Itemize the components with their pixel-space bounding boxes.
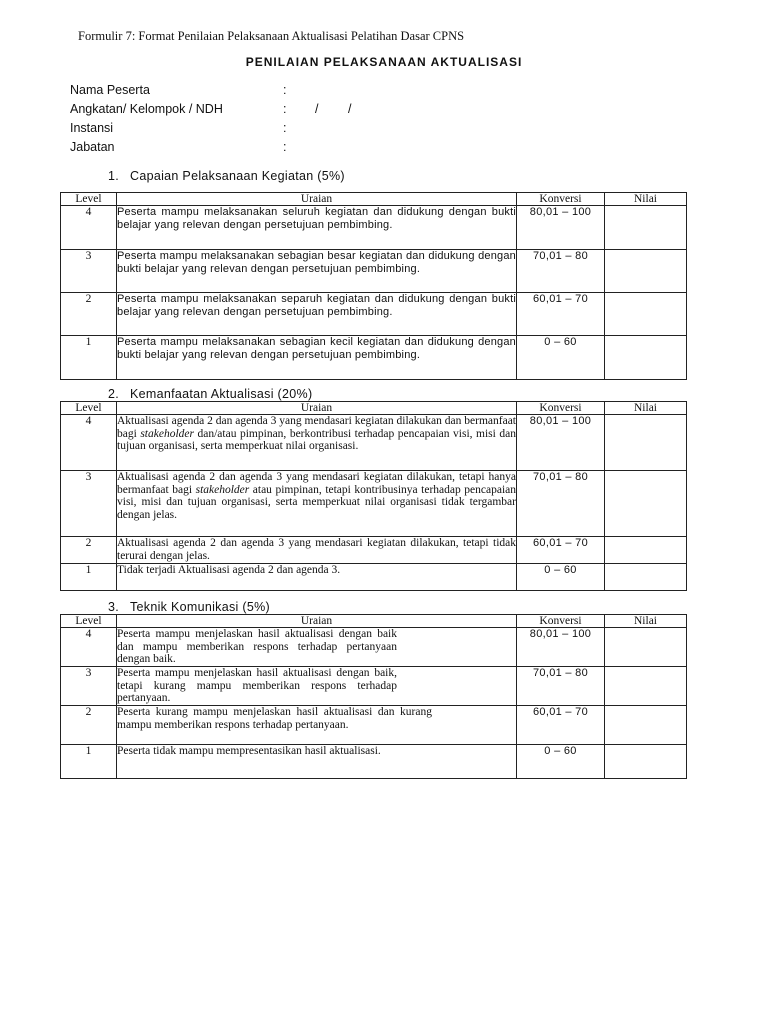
- uraian-cell: [117, 415, 517, 471]
- konversi-cell: 0 – 60: [517, 745, 605, 779]
- field-label-jabatan: Jabatan: [70, 140, 115, 154]
- konversi-cell: 70,01 – 80: [517, 250, 605, 293]
- table-row: [61, 206, 687, 250]
- section-title-capaian: [108, 169, 345, 183]
- uraian-cell: [117, 206, 517, 250]
- konversi-cell: 80,01 – 100: [517, 628, 605, 667]
- nilai-cell[interactable]: [605, 628, 687, 667]
- uraian-cell: [117, 336, 517, 380]
- uraian-text: Peserta tidak mampu mempresentasikan hasil aktualisasi.: [117, 745, 381, 757]
- level-cell: 2: [61, 537, 117, 564]
- level-cell: 2: [61, 293, 117, 336]
- form-header: Formulir 7: Format Penilaian Pelaksanaan Aktualisasi Pelatihan Dasar CPNS: [78, 29, 465, 43]
- level-cell: 2: [61, 706, 117, 745]
- italic-term: stakeholder: [195, 483, 250, 496]
- konversi-cell: 70,01 – 80: [517, 471, 605, 537]
- section-title-text: Teknik Komunikasi (5%): [130, 600, 270, 614]
- italic-term: stakeholder: [140, 427, 194, 440]
- level-cell: 1: [61, 745, 117, 779]
- nilai-cell[interactable]: [605, 745, 687, 779]
- uraian-text: Peserta mampu menjelaskan hasil aktualisasi dengan baik dan mampu memberikan respons terhadap pertanyaan dengan baik.: [117, 628, 397, 665]
- uraian-cell: [117, 537, 517, 564]
- field-colon: :: [283, 83, 287, 97]
- section-title-teknik-komunikasi: [108, 600, 270, 614]
- konversi-cell: 70,01 – 80: [517, 667, 605, 706]
- uraian-text: Peserta mampu melaksanakan seluruh kegiatan dan didukung dengan bukti belajar yang relevan dengan persetujuan pembimbing.: [117, 206, 516, 231]
- section-title-text: Kemanfaatan Aktualisasi (20%): [130, 387, 313, 401]
- uraian-cell: [117, 564, 517, 591]
- column-header-nilai: Nilai: [605, 193, 687, 206]
- level-cell: 4: [61, 415, 117, 471]
- uraian-cell: [117, 745, 517, 779]
- nilai-cell[interactable]: [605, 336, 687, 380]
- column-header-uraian: Uraian: [117, 402, 517, 415]
- table-row: [61, 336, 687, 380]
- column-header-level: Level: [61, 615, 117, 628]
- document-title: PENILAIAN PELAKSANAAN AKTUALISASI: [245, 55, 523, 69]
- column-header-nilai: Nilai: [605, 615, 687, 628]
- nilai-cell[interactable]: [605, 415, 687, 471]
- uraian-text: Aktualisasi agenda 2 dan agenda 3 yang mendasari kegiatan dilakukan, tetapi tidak terurai dengan jelas.: [117, 537, 516, 562]
- column-header-uraian: Uraian: [117, 193, 517, 206]
- column-header-konversi: Konversi: [517, 402, 605, 415]
- nilai-cell[interactable]: [605, 706, 687, 745]
- nilai-cell[interactable]: [605, 537, 687, 564]
- level-cell: 1: [61, 564, 117, 591]
- uraian-cell: [117, 293, 517, 336]
- level-cell: 4: [61, 628, 117, 667]
- nilai-cell[interactable]: [605, 293, 687, 336]
- uraian-text: Peserta mampu melaksanakan separuh kegiatan dan didukung dengan bukti belajar yang relevan dengan persetujuan pembimbing.: [117, 293, 516, 318]
- field-colon: :: [283, 121, 287, 135]
- uraian-text: Aktualisasi agenda 2 dan agenda 3 yang mendasari kegiatan dilakukan, tetapi hanya bermanfaat bagi stakeholder atau pimpinan, tetapi kontribusinya terhadap pencapaian visi, misi dan tujuan organisasi, serta memperkuat nilai organisasi tidak tergambar dengan jelas.: [117, 471, 517, 521]
- uraian-cell: [117, 628, 517, 667]
- uraian-text: Tidak terjadi Aktualisasi agenda 2 dan agenda 3.: [117, 564, 341, 576]
- uraian-text: Aktualisasi agenda 2 dan agenda 3 yang mendasari kegiatan dilakukan dan bermanfaat bagi stakeholder dan/atau pimpinan, berkontribusi terhadap pencapaian visi, misi dan tujuan organisasi, serta memperkuat nilai organisasi.: [117, 415, 516, 452]
- field-label-nama-peserta: Nama Peserta: [70, 83, 150, 97]
- section-title-kemanfaatan: [108, 387, 312, 401]
- section-title-text: Capaian Pelaksanaan Kegiatan (5%): [130, 169, 345, 183]
- konversi-cell: 80,01 – 100: [517, 415, 605, 471]
- column-header-konversi: Konversi: [517, 193, 605, 206]
- column-header-nilai: Nilai: [605, 402, 687, 415]
- table-row: [61, 250, 687, 293]
- field-label-instansi: Instansi: [70, 121, 114, 135]
- field-separator-slash: /: [348, 102, 352, 116]
- nilai-cell[interactable]: [605, 667, 687, 706]
- level-cell: 3: [61, 667, 117, 706]
- nilai-cell[interactable]: [605, 250, 687, 293]
- uraian-text: Peserta mampu menjelaskan hasil aktualisasi dengan baik, tetapi kurang mampu memberikan respons terhadap pertanyaan.: [117, 667, 397, 704]
- konversi-cell: 0 – 60: [517, 564, 605, 591]
- nilai-cell[interactable]: [605, 206, 687, 250]
- section-number: 2.: [108, 387, 120, 401]
- table-row: [61, 293, 687, 336]
- uraian-cell: [117, 250, 517, 293]
- konversi-cell: 60,01 – 70: [517, 293, 605, 336]
- level-cell: 1: [61, 336, 117, 380]
- level-cell: 4: [61, 206, 117, 250]
- uraian-cell: [117, 667, 517, 706]
- konversi-cell: 60,01 – 70: [517, 537, 605, 564]
- table-row: [61, 471, 687, 537]
- column-header-uraian: Uraian: [117, 615, 517, 628]
- table-row: [61, 415, 687, 471]
- table-row: [61, 537, 687, 564]
- uraian-text: Peserta kurang mampu menjelaskan hasil aktualisasi dan kurang mampu memberikan respons terhadap pertanyaan.: [117, 706, 432, 731]
- column-header-konversi: Konversi: [517, 615, 605, 628]
- table-header-row: [61, 615, 687, 628]
- table-header-row: [61, 193, 687, 206]
- table-capaian: [60, 192, 687, 380]
- uraian-text: Peserta mampu melaksanakan sebagian kecil kegiatan dan didukung dengan bukti belajar yang relevan dengan persetujuan pembimbing.: [117, 336, 516, 361]
- section-number: 3.: [108, 600, 120, 614]
- table-header-row: [61, 402, 687, 415]
- table-kemanfaatan: [60, 401, 687, 591]
- nilai-cell[interactable]: [605, 564, 687, 591]
- konversi-cell: 60,01 – 70: [517, 706, 605, 745]
- table-row: [61, 667, 687, 706]
- column-header-level: Level: [61, 193, 117, 206]
- uraian-text: Peserta mampu melaksanakan sebagian besar kegiatan dan didukung dengan bukti belajar yang relevan dengan persetujuan pembimbing.: [117, 250, 516, 275]
- field-separator-slash: /: [315, 102, 319, 116]
- column-header-level: Level: [61, 402, 117, 415]
- nilai-cell[interactable]: [605, 471, 687, 537]
- field-colon: :: [283, 140, 287, 154]
- konversi-cell: 0 – 60: [517, 336, 605, 380]
- field-colon: :: [283, 102, 287, 116]
- level-cell: 3: [61, 250, 117, 293]
- table-row: [61, 628, 687, 667]
- uraian-cell: [117, 706, 517, 745]
- table-teknik-komunikasi: [60, 614, 687, 779]
- table-row: [61, 564, 687, 591]
- uraian-cell: [117, 471, 517, 537]
- konversi-cell: 80,01 – 100: [517, 206, 605, 250]
- section-number: 1.: [108, 169, 120, 183]
- field-label-angkatan: Angkatan/ Kelompok / NDH: [70, 102, 223, 116]
- table-row: [61, 706, 687, 745]
- level-cell: 3: [61, 471, 117, 537]
- table-row: [61, 745, 687, 779]
